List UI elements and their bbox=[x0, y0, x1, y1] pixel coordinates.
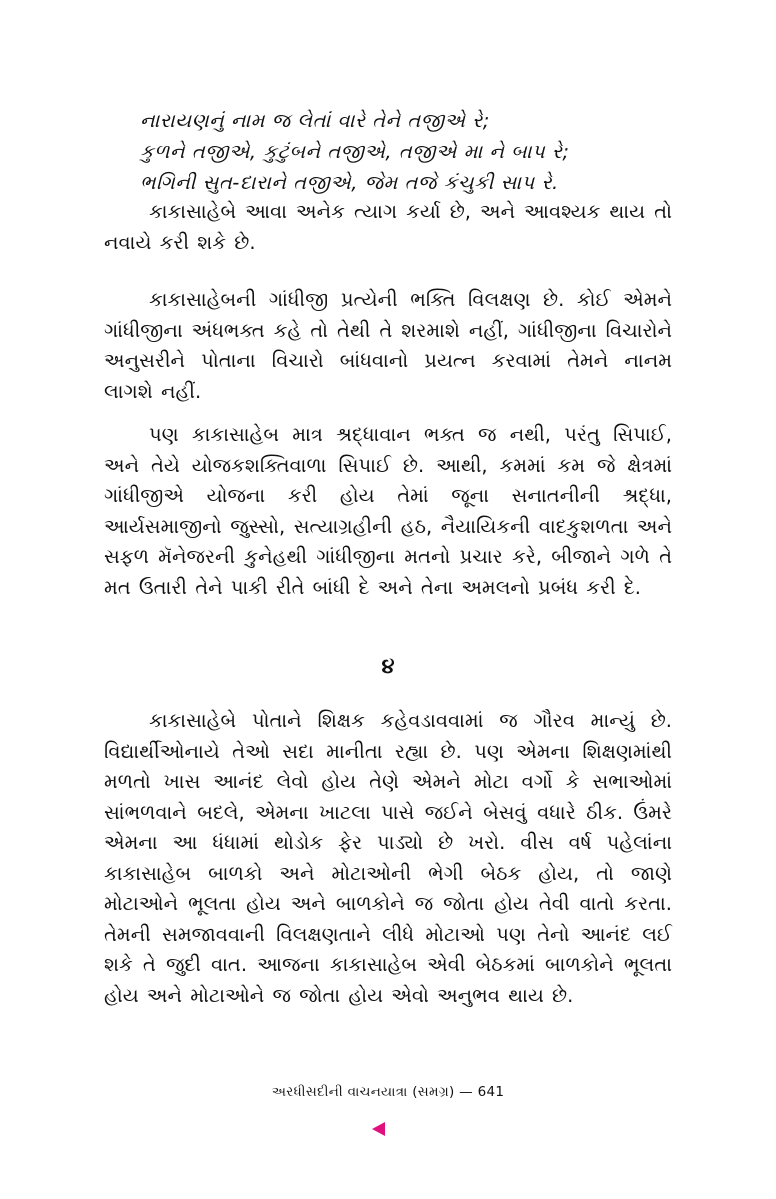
section-paragraph: કાકાસાહેબે પોતાને શિક્ષક કહેવડાવવામાં જ ગૌરવ માન્યું છે. વિદ્યાર્થીઓનાયે તેઓ સદા માનીતા રહ્યા છે. પણ એમના શિક્ષણમાંથી મળતો ખાસ આનંદ લેવો હોય તેણે એમને મોટા વર્ગો કે સભાઓમાં સાંભળવાને બદલે, એમના ખાટલા પાસે જઈને બેસવું વધારે ઠીક. ઉંમરે એમના આ ધંધામાં થોડોક ફેર પાડ્યો છે ખરો. વીસ વર્ષ પહેલાંના કાકાસાહેબ બાળકો અને મોટાઓની ભેગી બેઠક હોય, તો જાણે મોટાઓને ભૂલતા હોય અને બાળકોને જ જોતા હોય તેવી વાતો કરતા. તેમની સમજાવવાની વિલક્ષણતાને લીધે મોટાઓ પણ તેનો આનંદ લઈ શકે તે જુદી વાત. આજના કાકાસાહેબ એવી બેઠકમાં બાળકોને ભૂલતા હોય અને મોટાઓને જ જોતા હોય એવો અનુભવ થાય છે. bbox=[104, 709, 672, 1007]
paragraph-1: કાકાસાહેબે આવા અનેક ત્યાગ કર્યા છે, અને આવશ્યક થાય તો નવાયે કરી શકે છે. bbox=[104, 200, 672, 254]
paragraph-2: કાકાસાહેબની ગાંધીજી પ્રત્યેની ભક્તિ વિલક્ષણ છે. કોઈ એમને ગાંધીજીના અંધભક્ત કહે તો તેથી તે શરમાશે નહીં, ગાંધીજીના વિચારોને અનુસરીને પોતાના વિચારો બાંધવાનો પ્રયત્ન કરવામાં તેમને નાનમ લાગશે નહીં. bbox=[104, 288, 672, 403]
verse-line-2: કુળને તજીએ, કુટુંબને તજીએ, તજીએ મા ને બાપ રે; bbox=[140, 140, 570, 163]
page-footer: અરધીસદીની વાચનયાત્રા (સમગ્ર) — 641 bbox=[271, 1084, 505, 1100]
verse-line-1: નારાયણનું નામ જ લેતાં વારે તેને તજીએ રે; bbox=[140, 109, 490, 132]
verse-line-3: ભગિની સુત-દારાને તજીએ, જેમ તજે કંચુકી સાપ રે. bbox=[140, 171, 559, 194]
section-number: ૪ bbox=[381, 654, 395, 678]
verse-block bbox=[140, 105, 700, 198]
paragraph-3: પણ કાકાસાહેબ માત્ર શ્રદ્ધાવાન ભક્ત જ નથી, પરંતુ સિપાઈ, અને તેયે યોજકશક્તિવાળા સિપાઈ છે. આથી, કમમાં કમ જે ક્ષેત્રમાં ગાંધીજીએ યોજના કરી હોય તેમાં જૂના સનાતનીની શ્રદ્ધા, આર્યસમાજીનો જુસ્સો, સત્યાગ્રહીની હઠ, નૈયાયિકની વાદકુશળતા અને સફળ મૅનેજરની કુનેહથી ગાંધીજીના મતનો પ્રચાર કરે, બીજાને ગળે તે મત ઉતારી તેને પાકી રીતે બાંધી દે અને તેના અમલનો પ્રબંધ કરી દે. bbox=[104, 423, 672, 599]
triangle-left-icon[interactable] bbox=[372, 1122, 385, 1136]
